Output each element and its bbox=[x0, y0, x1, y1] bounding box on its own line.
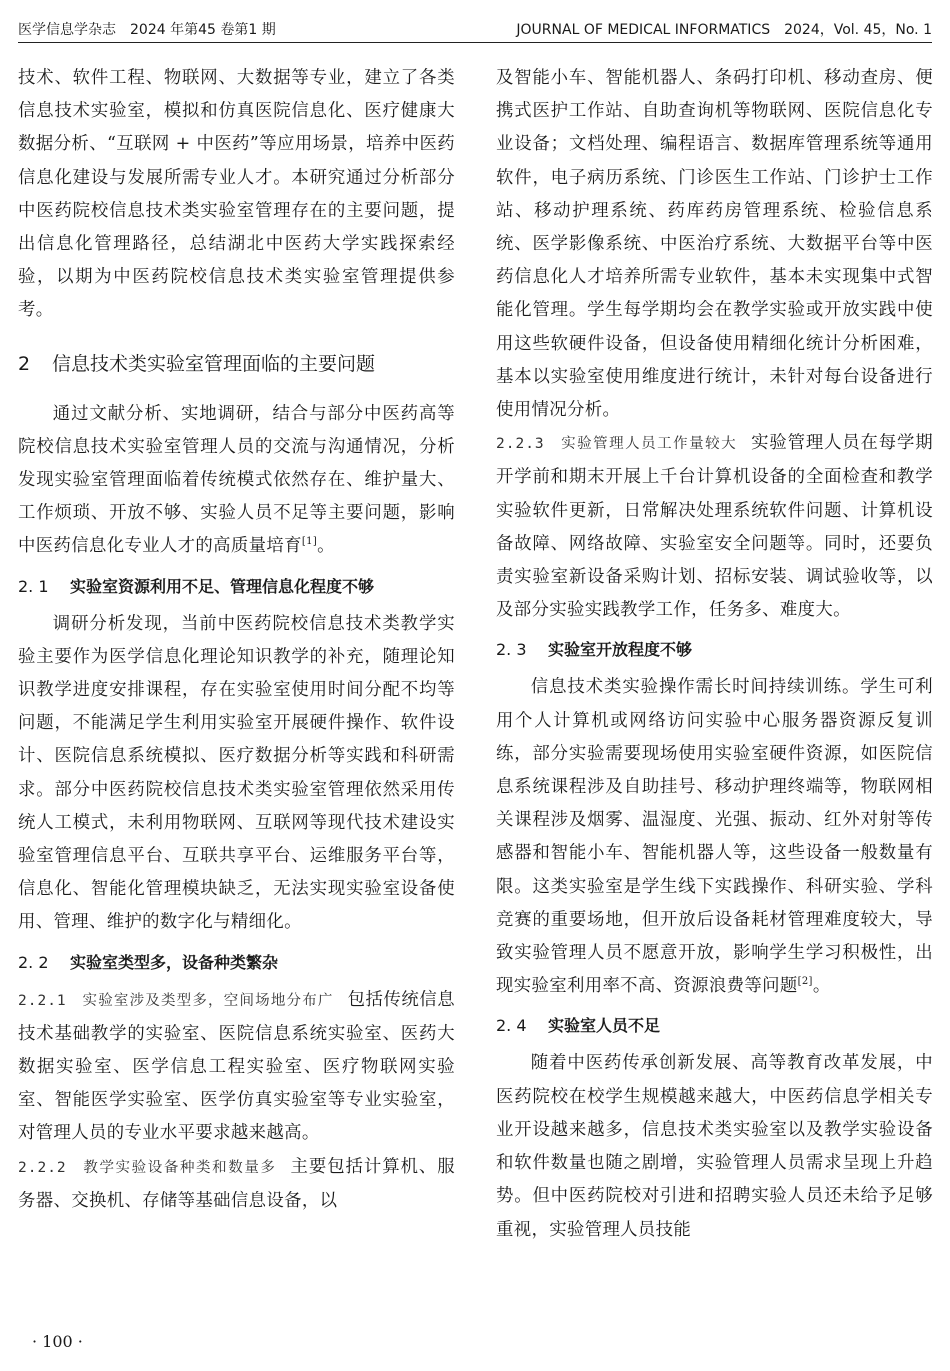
left-column bbox=[18, 62, 455, 1218]
subsection-number: 2. 1 bbox=[18, 576, 49, 596]
subsection-number: 2. 3 bbox=[496, 640, 527, 660]
subsection-2-1-heading bbox=[18, 574, 455, 600]
subsection-2-2-3-paragraph: 2.2.3 实验管理人员工作量较大 实验管理人员在每学期开学前和期末开展上千台计算机设备的全面检查和教学实验软件更新，日常解决处理系统软件问题、计算机设备故障、网络故障、实验室安全问题等。同时，还要负责实验室新设备采购计划、招标安装、调试验收等，以及部分实验实践教学工作，任务多、难度大。 bbox=[496, 433, 933, 621]
subsubsection-label: 2.2.2 教学实验设备种类和数量多 bbox=[18, 1159, 277, 1176]
journal-title-en: JOURNAL OF MEDICAL INFORMATICS 2024，Vol. 45，No. 1 bbox=[516, 22, 932, 38]
header-rule bbox=[18, 42, 932, 43]
subsection-2-3-paragraph: 信息技术类实验操作需长时间持续训练。学生可利用个人计算机或网络访问实验中心服务器资源反复训练，部分实验需要现场使用实验室硬件资源，如医院信息系统课程涉及自助挂号、移动护理终端等，物联网相关课程涉及烟雾、温湿度、光强、振动、红外对射等传感器和智能小车、智能机器人等，这些设备一般数量有限。这类实验室是学生线下实践操作、科研实验、学科竞赛的重要场地，但开放后设备耗材管理难度较大，导致实验管理人员不愿意开放，影响学生学习积极性，出现实验室利用率不高、资源浪费等问题[2]。 bbox=[496, 677, 933, 997]
subsection-title: 实验室类型多，设备种类繁杂 bbox=[70, 952, 279, 972]
subsubsection-label: 2.2.1 实验室涉及类型多，空间场地分布广 bbox=[18, 992, 334, 1009]
section-number: 2 bbox=[18, 352, 31, 375]
subsection-2-3-heading bbox=[496, 637, 933, 663]
subsection-title: 实验室开放程度不够 bbox=[548, 640, 693, 660]
section-2-paragraph: 通过文献分析、实地调研，结合与部分中医药高等院校信息技术实验室管理人员的交流与沟通情况，分析发现实验室管理面临着传统模式依然存在、维护量大、工作烦琐、开放不够、实验人员不足等主要问题，影响中医药信息化专业人才的高质量培育[1]。 bbox=[18, 403, 455, 557]
subsection-2-4-paragraph: 随着中医药传承创新发展、高等教育改革发展，中医药院校在校学生规模越来越大，中医药信息学相关专业开设越来越多，信息技术类实验室以及教学实验设备和软件数量也随之剧增，实验管理人员需求呈现上升趋势。但中医药院校对引进和招聘实验人员还未给予足够重视，实验管理人员技能 bbox=[496, 1053, 933, 1240]
citation-ref[interactable]: [1] bbox=[301, 536, 318, 548]
subsection-2-1-paragraph: 调研分析发现，当前中医药院校信息技术类教学实验主要作为医学信息化理论知识教学的补充，随理论知识教学进度安排课程，存在实验室使用时间分配不均等问题，不能满足学生利用实验室开展硬件操作、软件设计、医院信息系统模拟、医疗数据分析等实践和科研需求。部分中医药院校信息技术类实验室管理依然采用传统人工模式，未利用物联网、互联网等现代技术建设实验室管理信息平台、互联共享平台、运维服务平台等，信息化、智能化管理模块缺乏，无法实现实验室设备使用、管理、维护的数字化与精细化。 bbox=[18, 613, 455, 933]
subsection-title: 实验室人员不足 bbox=[548, 1016, 661, 1036]
citation-ref[interactable]: [2] bbox=[797, 976, 813, 988]
intro-paragraph: 技术、软件工程、物联网、大数据等专业，建立了各类信息技术实验室，模拟和仿真医院信息化、医疗健康大数据分析、“互联网 + 中医药”等应用场景，培养中医药信息化建设与发展所需专业人才。本研究通过分析部分中医药院校信息技术类实验室管理存在的主要问题，提出信息化管理路径，总结湖北中医药大学实践探索经验，以期为中医药院校信息技术类实验室管理提供参考。 bbox=[18, 68, 455, 321]
subsection-2-2-1-paragraph: 2.2.1 实验室涉及类型多，空间场地分布广 包括传统信息技术基础教学的实验室、医院信息系统实验室、医药大数据实验室、医学信息工程实验室、医疗物联网实验室、智能医学实验室、医学仿真实验室等专业实验室，对管理人员的专业水平要求越来越高。 bbox=[18, 989, 455, 1144]
right-column bbox=[496, 62, 933, 1247]
subsection-title: 实验室资源利用不足、管理信息化程度不够 bbox=[70, 576, 375, 596]
section-2-heading bbox=[18, 350, 455, 378]
subsection-2-2-2-continued: 及智能小车、智能机器人、条码打印机、移动查房、便携式医护工作站、自助查询机等物联网、医院信息化专业设备；文档处理、编程语言、数据库管理系统等通用软件，电子病历系统、门诊医生工作站、门诊护士工作站、移动护理系统、药库药房管理系统、检验信息系统、医学影像系统、中医治疗系统、大数据平台等中医药信息化人才培养所需专业软件，基本未实现集中式智能化管理。学生每学期均会在教学实验或开放实践中使用这些软硬件设备，但设备使用精细化统计分析困难，基本以实验室使用维度进行统计，未针对每台设备进行使用情况分析。 bbox=[496, 68, 933, 421]
subsection-number: 2. 4 bbox=[496, 1016, 527, 1036]
subsubsection-label: 2.2.3 实验管理人员工作量较大 bbox=[496, 436, 738, 453]
subsection-2-4-heading bbox=[496, 1013, 933, 1039]
subsection-number: 2. 2 bbox=[18, 952, 49, 972]
subsection-2-2-2-paragraph: 2.2.2 教学实验设备种类和数量多 主要包括计算机、服务器、交换机、存储等基础信息设备，以 bbox=[18, 1156, 455, 1211]
subsection-2-2-heading bbox=[18, 950, 455, 976]
journal-title-cn: 医学信息学杂志 2024 年第45 卷第1 期 bbox=[18, 22, 276, 38]
running-header bbox=[18, 20, 932, 40]
section-title: 信息技术类实验室管理面临的主要问题 bbox=[52, 352, 376, 375]
page-number: · 100 · bbox=[32, 1332, 83, 1351]
